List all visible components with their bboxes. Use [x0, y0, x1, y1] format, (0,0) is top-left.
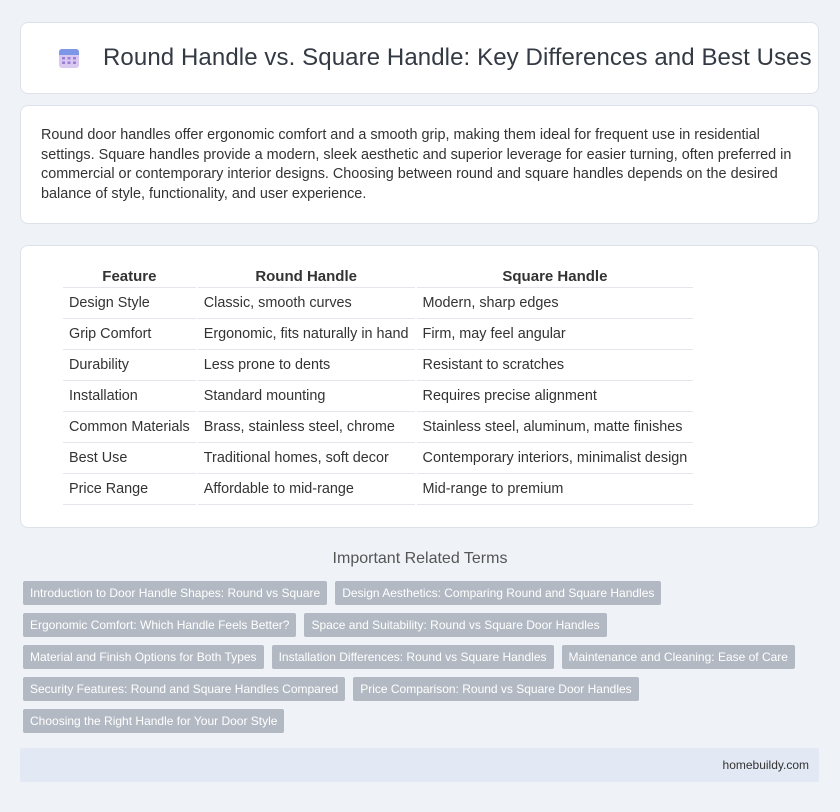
table-row	[63, 412, 693, 443]
related-term-link[interactable]: Security Features: Round and Square Handles Compared	[23, 677, 345, 701]
table-row	[63, 350, 693, 381]
table-cell: Traditional homes, soft decor	[198, 443, 415, 474]
related-term-link[interactable]: Choosing the Right Handle for Your Door Style	[23, 709, 284, 733]
table-cell: Common Materials	[63, 412, 196, 443]
table-cell: Design Style	[63, 288, 196, 319]
related-term-link[interactable]: Space and Suitability: Round vs Square Door Handles	[304, 613, 606, 637]
table-cell: Less prone to dents	[198, 350, 415, 381]
column-header-feature: Feature	[63, 268, 196, 288]
table-cell: Classic, smooth curves	[198, 288, 415, 319]
related-term-link[interactable]: Maintenance and Cleaning: Ease of Care	[562, 645, 795, 669]
table-cell: Affordable to mid-range	[198, 474, 415, 505]
related-term-link[interactable]: Introduction to Door Handle Shapes: Round vs Square	[23, 581, 327, 605]
comparison-table	[61, 268, 695, 505]
table-cell: Mid-range to premium	[417, 474, 694, 505]
related-term-link[interactable]: Design Aesthetics: Comparing Round and Square Handles	[335, 581, 661, 605]
table-cell: Grip Comfort	[63, 319, 196, 350]
table-cell: Best Use	[63, 443, 196, 474]
table-row	[63, 319, 693, 350]
table-row	[63, 474, 693, 505]
table-cell: Ergonomic, fits naturally in hand	[198, 319, 415, 350]
table-cell: Standard mounting	[198, 381, 415, 412]
table-row	[63, 288, 693, 319]
calendar-icon	[57, 46, 81, 70]
related-terms-heading: Important Related Terms	[332, 550, 508, 567]
footer	[20, 748, 819, 782]
related-term-link[interactable]: Material and Finish Options for Both Types	[23, 645, 264, 669]
column-header-round-handle: Round Handle	[198, 268, 415, 288]
related-terms-list	[23, 581, 813, 733]
column-header-square-handle: Square Handle	[417, 268, 694, 288]
related-term-link[interactable]: Ergonomic Comfort: Which Handle Feels Better?	[23, 613, 296, 637]
comparison-card	[20, 245, 819, 528]
table-cell: Installation	[63, 381, 196, 412]
related-term-link[interactable]: Installation Differences: Round vs Square Handles	[272, 645, 554, 669]
table-cell: Durability	[63, 350, 196, 381]
table-cell: Price Range	[63, 474, 196, 505]
intro-paragraph: Round door handles offer ergonomic comfort and a smooth grip, making them ideal for frequent use in residential settings. Square handles provide a modern, sleek aesthetic and superior leverage for easier turning, often preferred in commercial or contemporary interior designs. Choosing between round and square handles depends on the desired balance of style, functionality, and user experience.	[41, 127, 792, 202]
header-card	[20, 22, 819, 94]
footer-site-name: homebuildy.com	[722, 758, 809, 772]
table-row	[63, 381, 693, 412]
table-cell: Firm, may feel angular	[417, 319, 694, 350]
table-cell: Contemporary interiors, minimalist design	[417, 443, 694, 474]
page-title: Round Handle vs. Square Handle: Key Differences and Best Uses	[103, 44, 812, 71]
table-cell: Requires precise alignment	[417, 381, 694, 412]
table-cell: Resistant to scratches	[417, 350, 694, 381]
table-cell: Brass, stainless steel, chrome	[198, 412, 415, 443]
table-cell: Stainless steel, aluminum, matte finishes	[417, 412, 694, 443]
intro-card	[20, 105, 819, 224]
related-term-link[interactable]: Price Comparison: Round vs Square Door Handles	[353, 677, 638, 701]
table-header-row	[63, 268, 693, 288]
table-row	[63, 443, 693, 474]
table-cell: Modern, sharp edges	[417, 288, 694, 319]
